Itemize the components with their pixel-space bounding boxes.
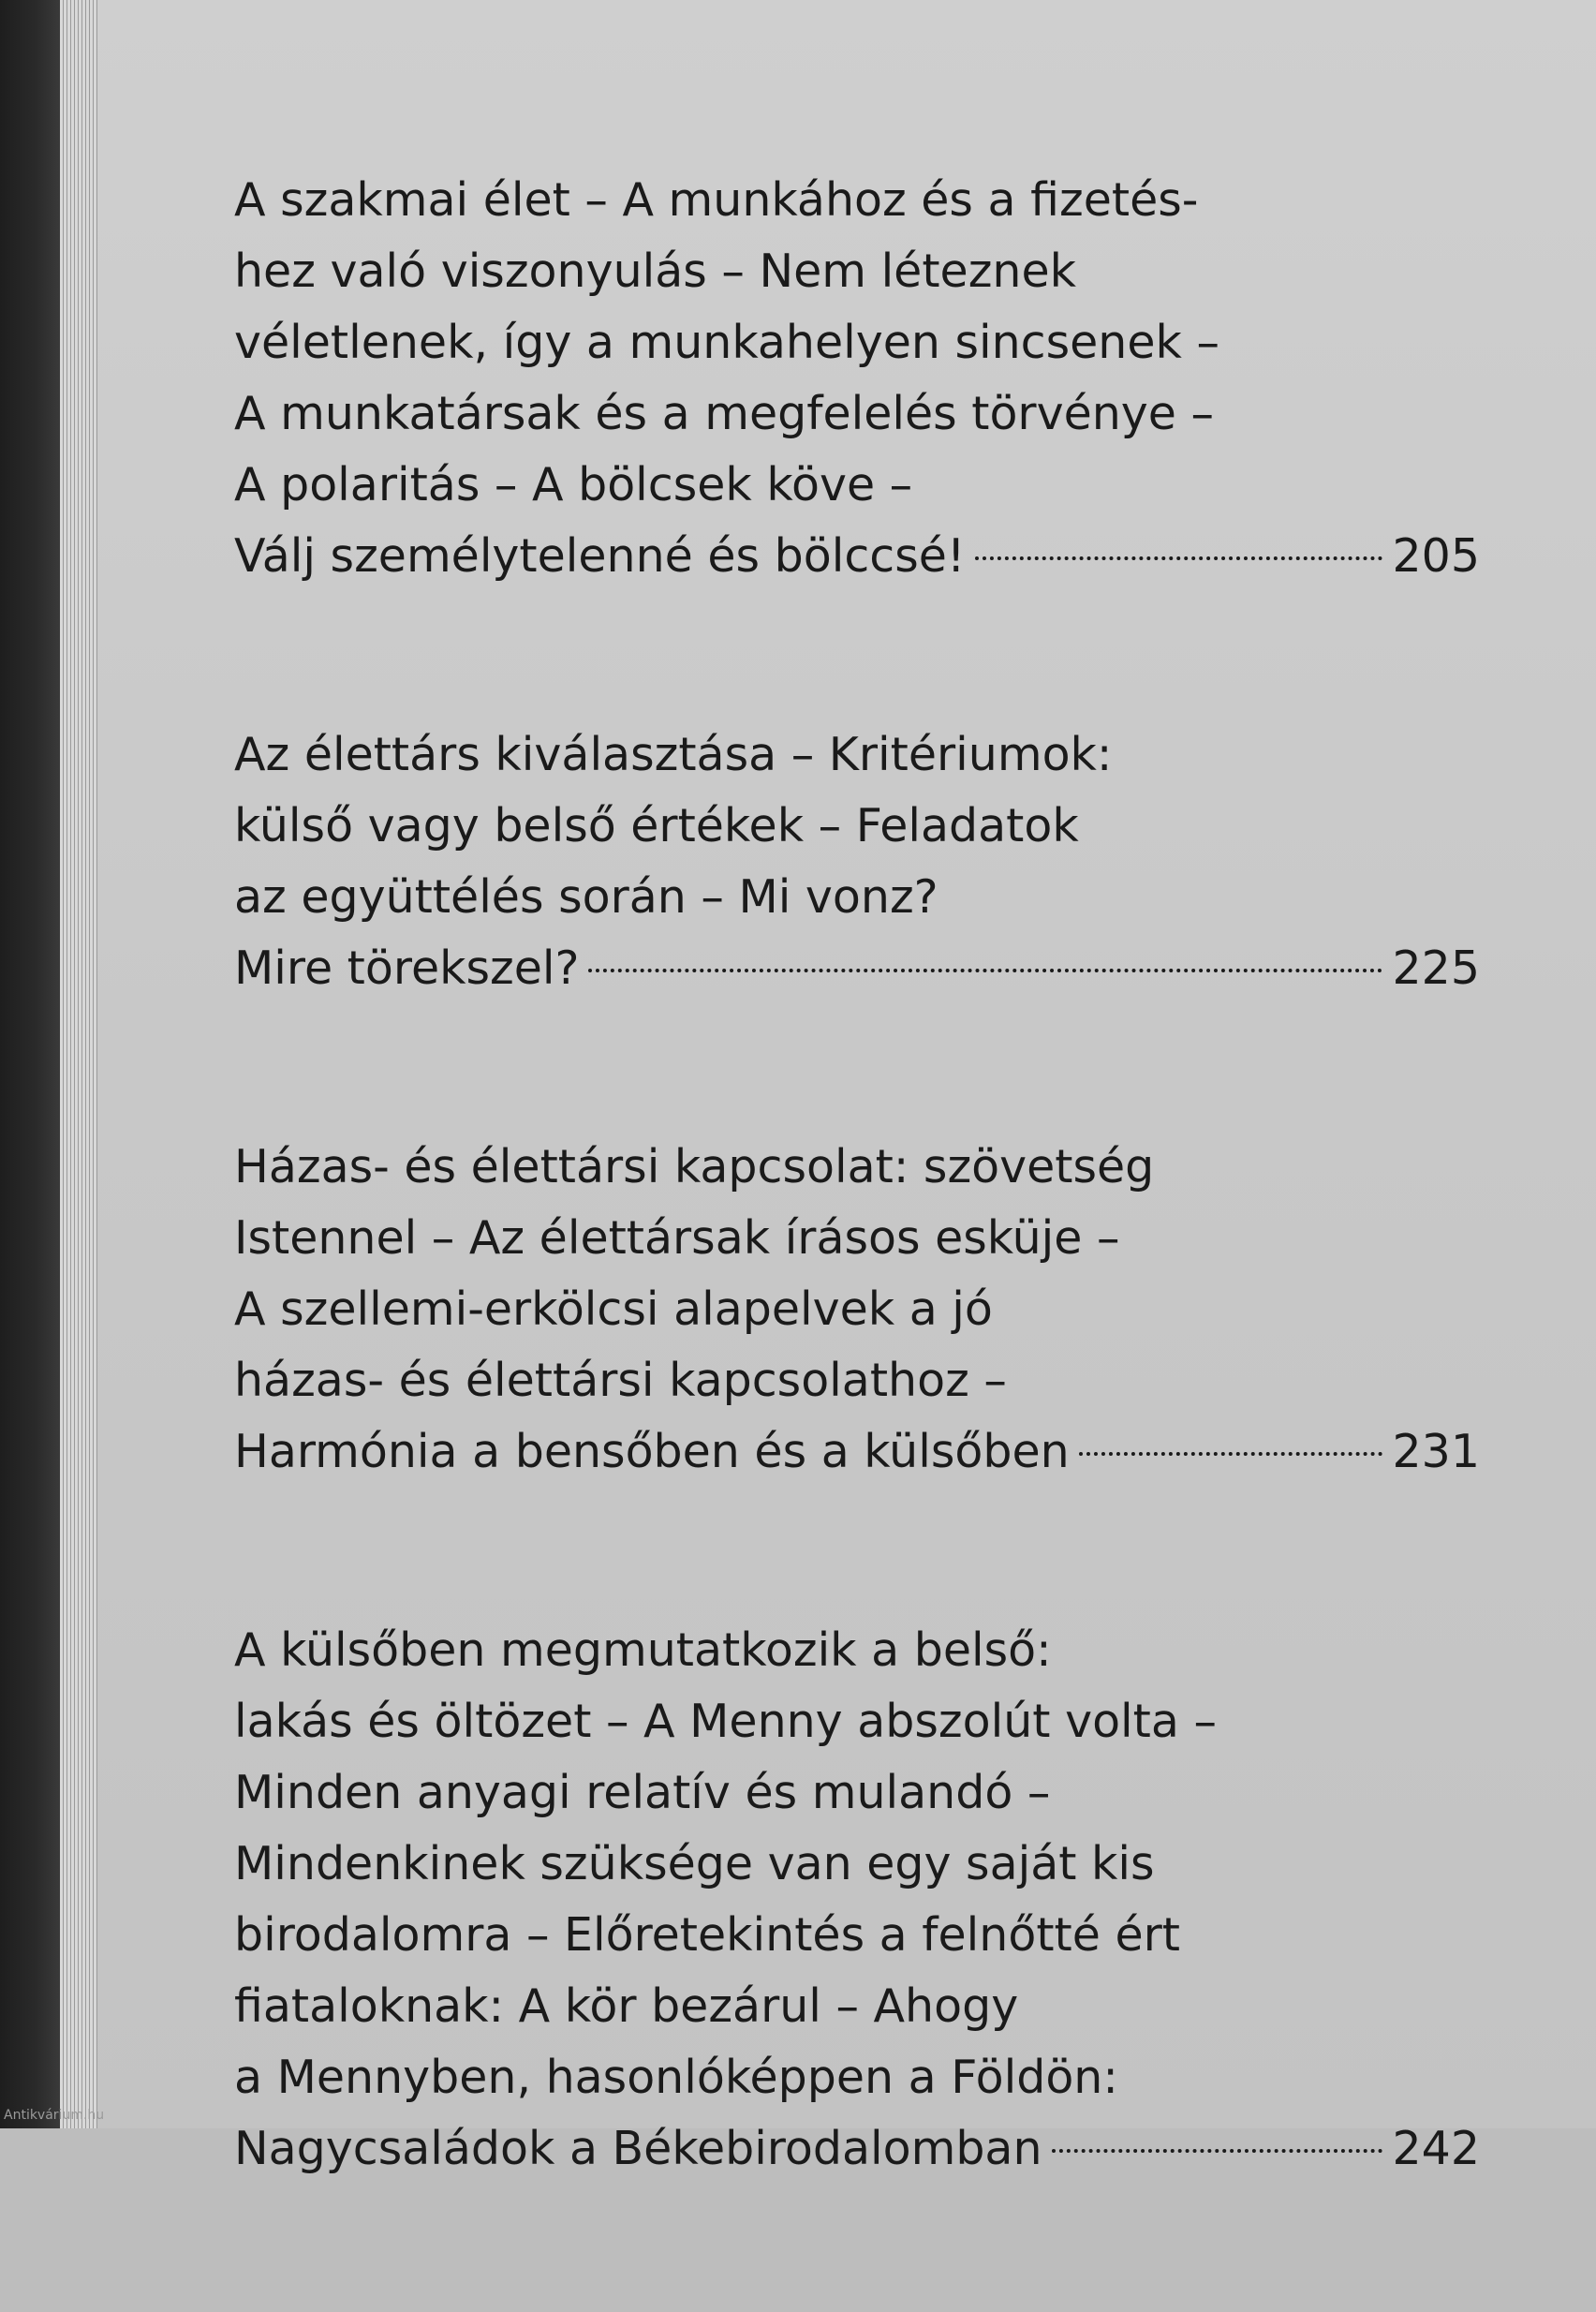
toc-line: A polaritás – A bölcsek köve – xyxy=(234,458,913,511)
toc-line: Házas- és élettársi kapcsolat: szövetség xyxy=(234,1140,1155,1193)
toc-line: Mindenkinek szüksége van egy saját kis xyxy=(234,1837,1155,1890)
source-watermark: Antikvárium.hu xyxy=(4,2108,105,2123)
toc-line: Istennel – Az élettársak írásos esküje – xyxy=(234,1211,1120,1265)
book-spine-shadow xyxy=(0,0,60,2128)
toc-line: lakás és öltözet – A Menny abszolút volta – xyxy=(234,1695,1217,1748)
page-edges xyxy=(60,0,97,2128)
toc-line: A munkatársak és a megfelelés törvénye – xyxy=(234,387,1214,440)
toc-line: hez való viszonyulás – Nem léteznek xyxy=(234,245,1076,298)
toc-final-line xyxy=(234,2113,1480,2185)
toc-line: birodalomra – Előretekintés a felnőtté ért xyxy=(234,1908,1180,1962)
toc-line: véletlenek, így a munkahelyen sincsenek – xyxy=(234,316,1219,369)
page-number: 231 xyxy=(1392,1425,1480,1478)
toc-entry xyxy=(234,165,1480,592)
toc-line: a Mennyben, hasonlóképpen a Földön: xyxy=(234,2051,1118,2104)
toc-line: az együttélés során – Mi vonz? xyxy=(234,870,938,924)
toc-final-line xyxy=(234,1416,1480,1488)
page-number: 225 xyxy=(1392,941,1480,995)
toc-line: Harmónia a bensőben és a külsőben xyxy=(234,1425,1070,1478)
dot-leader xyxy=(975,556,1383,560)
dot-leader xyxy=(1079,1452,1383,1456)
toc-line: A szakmai élet – A munkához és a fizetés- xyxy=(234,173,1199,227)
page-number: 242 xyxy=(1392,2122,1480,2175)
dot-leader xyxy=(1052,2149,1383,2153)
toc-line: A külsőben megmutatkozik a belső: xyxy=(234,1623,1052,1677)
toc-line: Az élettárs kiválasztása – Kritériumok: xyxy=(234,728,1113,781)
toc-line: Nagycsaládok a Békebirodalomban xyxy=(234,2122,1042,2175)
toc-line: Mire törekszel? xyxy=(234,941,580,995)
toc-entry xyxy=(234,719,1480,1004)
page-number: 205 xyxy=(1392,529,1480,583)
toc-entry xyxy=(234,1615,1480,2185)
toc-final-line xyxy=(234,933,1480,1004)
toc-line: A szellemi-erkölcsi alapelvek a jó xyxy=(234,1282,993,1336)
toc-line: Minden anyagi relatív és mulandó – xyxy=(234,1766,1051,1819)
toc-line: fiataloknak: A kör bezárul – Ahogy xyxy=(234,1979,1019,2033)
toc-line: Válj személytelenné és bölccsé! xyxy=(234,529,966,583)
toc-line: külső vagy belső értékek – Feladatok xyxy=(234,799,1079,852)
toc-entry xyxy=(234,1132,1480,1488)
toc-final-line xyxy=(234,521,1480,592)
table-of-contents xyxy=(234,165,1480,2312)
dot-leader xyxy=(588,969,1382,972)
toc-line: házas- és élettársi kapcsolathoz – xyxy=(234,1354,1007,1407)
